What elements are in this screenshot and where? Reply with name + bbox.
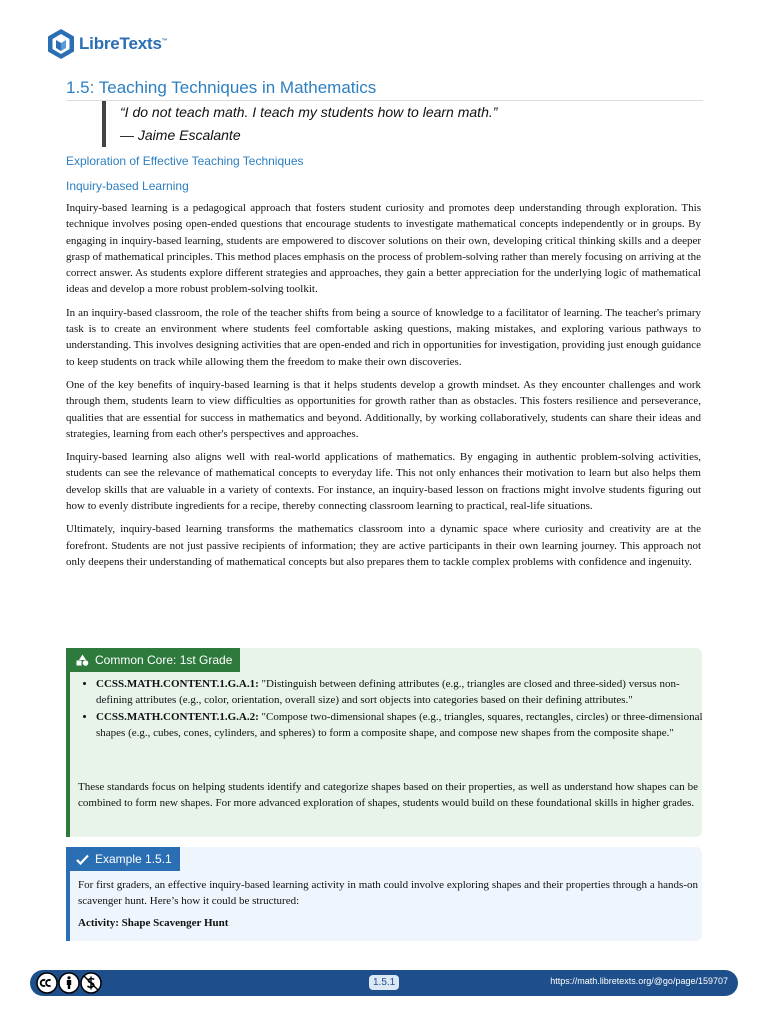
epigraph-quote bbox=[102, 101, 497, 147]
page-number: 1.5.1 bbox=[369, 975, 399, 990]
paragraph: Inquiry-based learning also aligns well with real-world applications of mathematics. By engaging in authentic problem-solving activities, students can see the relevance of mathematical concepts to everyday life. This not only enhances their motivation to learn but also helps them develop skills that are valuable in a variety of contexts. For instance, an inquiry-based lesson on fractions might involve students figuring out how to evenly distribute ingredients for a recipe, thereby connecting classroom learning to practical, real-life situations. bbox=[66, 451, 701, 513]
quote-author: — Jaime Escalante bbox=[120, 127, 241, 143]
shapes-icon bbox=[76, 654, 89, 666]
common-core-title: Common Core: 1st Grade bbox=[95, 653, 233, 667]
logo-trademark: ™ bbox=[161, 38, 168, 45]
section-heading: Exploration of Effective Teaching Techniques bbox=[66, 154, 304, 168]
list-item bbox=[96, 676, 708, 709]
common-core-header bbox=[70, 648, 240, 672]
license-badge[interactable] bbox=[36, 972, 102, 994]
list-item bbox=[96, 709, 708, 742]
page-url-link[interactable]: https://math.libretexts.org/@go/page/159707 bbox=[550, 976, 728, 986]
paragraph: One of the key benefits of inquiry-based learning is that it helps students develop a growth mindset. As they encounter challenges and work through them, students learn to view difficulties as opportunities for growth rather than as obstacles. This fosters resilience and perseverance, qualities that are essential for success in mathematics and beyond. Additionally, by working collaboratively, students can share their ideas and strategies, learning from each other's perspectives and approaches. bbox=[66, 378, 701, 440]
standard-code: CCSS.MATH.CONTENT.1.G.A.2: bbox=[96, 710, 259, 723]
body-text bbox=[66, 200, 701, 577]
standard-code: CCSS.MATH.CONTENT.1.G.A.1: bbox=[96, 678, 259, 690]
cc-icon bbox=[36, 972, 58, 994]
example-text: For first graders, an effective inquiry-based learning activity in math could involve exploring shapes and their properties through a hands-on scavenger hunt. Here’s how it could be structured: bbox=[78, 879, 698, 908]
common-core-box bbox=[66, 648, 702, 837]
example-title: Example 1.5.1 bbox=[95, 852, 172, 866]
common-core-summary: These standards focus on helping students identify and categorize shapes based on their properties, as well as understand how shapes can be combined to form new shapes. For more advanced exploration of shapes, students would build on these foundational skills in higher grades. bbox=[78, 781, 698, 810]
standard-text: "Compose two-dimensional shapes (e.g., triangles, squares, rectangles, circles) or three-dimensional shapes (e.g., cubes, cones, cylinders, and spheres) to form a composite shape, and compose new shapes from the composite shape." bbox=[96, 710, 703, 739]
by-attribution-icon bbox=[58, 972, 80, 994]
subsection-heading: Inquiry-based Learning bbox=[66, 179, 189, 193]
paragraph: Ultimately, inquiry-based learning transforms the mathematics classroom into a dynamic space where curiosity and creativity are at the forefront. Students are not just passive recipients of information; they are active participants in their own learning journey. This approach not only deepens their understanding of mathematical concepts but also prepares them to tackle complex problems with confidence and ingenuity. bbox=[66, 523, 701, 568]
noncommercial-icon bbox=[80, 972, 102, 994]
example-box bbox=[66, 847, 702, 941]
example-header bbox=[70, 847, 180, 871]
page-title: 1.5: Teaching Techniques in Mathematics bbox=[66, 78, 703, 101]
libretexts-logo-icon bbox=[46, 28, 76, 60]
checkmark-icon bbox=[76, 854, 89, 865]
logo-text bbox=[79, 34, 168, 54]
page-footer bbox=[30, 970, 738, 996]
logo-wordmark: LibreTexts bbox=[79, 34, 162, 53]
paragraph: In an inquiry-based classroom, the role of the teacher shifts from being a source of knowledge to a facilitator of learning. The teacher's primary task is to create an environment where students feel comfortable asking questions, making mistakes, and exploring various pathways to understanding. This involves designing activities that are open-ended and rich in opportunities for investigation, providing just enough guidance to keep students on track while allowing them the freedom to make their own discoveries. bbox=[66, 306, 701, 368]
quote-text: “I do not teach math. I teach my students how to learn math.” bbox=[120, 104, 498, 120]
libretexts-logo[interactable] bbox=[46, 27, 168, 61]
standards-list bbox=[78, 676, 708, 741]
activity-title: Activity: Shape Scavenger Hunt bbox=[78, 917, 229, 929]
paragraph: Inquiry-based learning is a pedagogical approach that fosters student curiosity and promotes deep understanding through exploration. This technique involves posing open-ended questions that encourage students to investigate mathematical concepts independently or in groups. By engaging in inquiry-based learning, students are empowered to discover solutions on their own, developing critical thinking skills and a deeper grasp of mathematical principles. This method places emphasis on the process of problem-solving rather than merely focusing on arriving at the correct answer. As students explore different strategies and approaches, they gain a better appreciation for the underlying logic of mathematical ideas and develop a more robust problem-solving toolkit. bbox=[66, 202, 701, 296]
standard-text: "Distinguish between defining attributes (e.g., triangles are closed and three-sided) versus non-defining attributes (e.g., color, orientation, overall size) and sort objects into categories based on their defining attributes." bbox=[96, 678, 680, 707]
